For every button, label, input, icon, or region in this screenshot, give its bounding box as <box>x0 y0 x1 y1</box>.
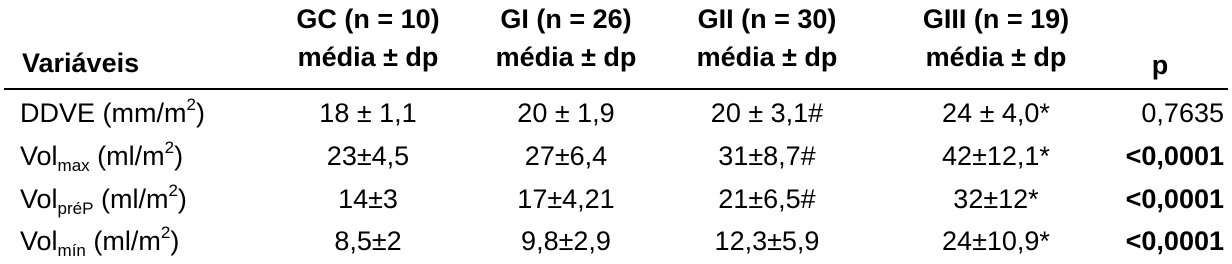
row-3-variable-close: ) <box>177 184 187 214</box>
row-2-variable <box>20 138 184 175</box>
row-2-variable-unit: (ml/m <box>89 141 165 171</box>
row-2-gi-value: 27±6,4 <box>524 141 608 171</box>
row-4-gii-value: 12,3±5,9 <box>714 226 820 256</box>
row-1-gc-value: 18 ± 1,1 <box>319 98 417 128</box>
header-group-gii-stat: média ± dp <box>696 42 838 72</box>
row-2-variable-sup: 2 <box>164 138 175 157</box>
header-group-gc-name: GC (n = 10) <box>296 4 440 34</box>
row-1-variable-close: ) <box>195 98 205 128</box>
row-1-gii-value: 20 ± 3,1# <box>710 98 824 128</box>
row-2-variable-sub: max <box>57 156 90 175</box>
header-group-giii <box>886 4 1106 72</box>
row-2-variable-base: Vol <box>20 141 58 171</box>
row-1-gi-value: 20 ± 1,9 <box>517 98 615 128</box>
row-1-variable <box>20 95 205 128</box>
row-4-p-value: <0,0001 <box>1125 226 1224 256</box>
row-1-variable-unit: (mm/m <box>95 98 187 128</box>
row-1-variable-base: DDVE <box>20 98 96 128</box>
row-4-variable <box>20 223 180 260</box>
row-1-variable-sup: 2 <box>186 95 196 114</box>
header-group-giii-stat: média ± dp <box>925 42 1067 72</box>
row-3-gii-value: 21±6,5# <box>718 184 816 214</box>
row-2-variable-close: ) <box>174 141 184 171</box>
header-group-gc <box>268 4 468 72</box>
header-group-gi <box>466 4 666 72</box>
row-2-gii-value: 31±8,7# <box>718 141 816 171</box>
row-4-variable-base: Vol <box>20 226 58 256</box>
row-3-variable-sub: préP <box>57 199 94 218</box>
row-3-p-value: <0,0001 <box>1125 184 1224 214</box>
header-group-gi-stat: média ± dp <box>495 42 637 72</box>
row-1-giii-value: 24 ± 4,0* <box>942 98 1050 128</box>
row-2-giii-value: 42±12,1* <box>942 141 1050 171</box>
row-3-gc-value: 14±3 <box>338 184 398 214</box>
row-3-variable-base: Vol <box>20 184 58 214</box>
row-4-variable-unit: (ml/m <box>85 226 161 256</box>
row-1-p-value: 0,7635 <box>1141 98 1224 128</box>
row-4-giii-value: 24±10,9* <box>942 226 1050 256</box>
header-group-gii-name: GII (n = 30) <box>697 4 837 34</box>
row-2-gc-value: 23±4,5 <box>326 141 410 171</box>
row-4-variable-close: ) <box>170 226 180 256</box>
row-3-giii-value: 32±12* <box>953 184 1039 214</box>
row-3-gi-value: 17±4,21 <box>517 184 615 214</box>
header-p: p <box>1151 50 1169 80</box>
row-3-variable-sup: 2 <box>168 181 178 200</box>
header-variables: Variáveis <box>22 48 140 78</box>
header-group-gii <box>667 4 867 72</box>
row-4-variable-sub: mín <box>57 241 86 260</box>
row-2-p-value: <0,0001 <box>1125 141 1224 171</box>
row-3-variable <box>20 181 187 218</box>
row-4-gi-value: 9,8±2,9 <box>521 226 611 256</box>
row-4-variable-sup: 2 <box>160 223 171 242</box>
row-4-gc-value: 8,5±2 <box>334 226 402 256</box>
header-group-gc-stat: média ± dp <box>297 42 439 72</box>
header-divider <box>4 88 1228 90</box>
header-group-giii-name: GIII (n = 19) <box>922 4 1070 34</box>
header-group-gi-name: GI (n = 26) <box>500 4 632 34</box>
row-3-variable-unit: (ml/m <box>93 184 169 214</box>
